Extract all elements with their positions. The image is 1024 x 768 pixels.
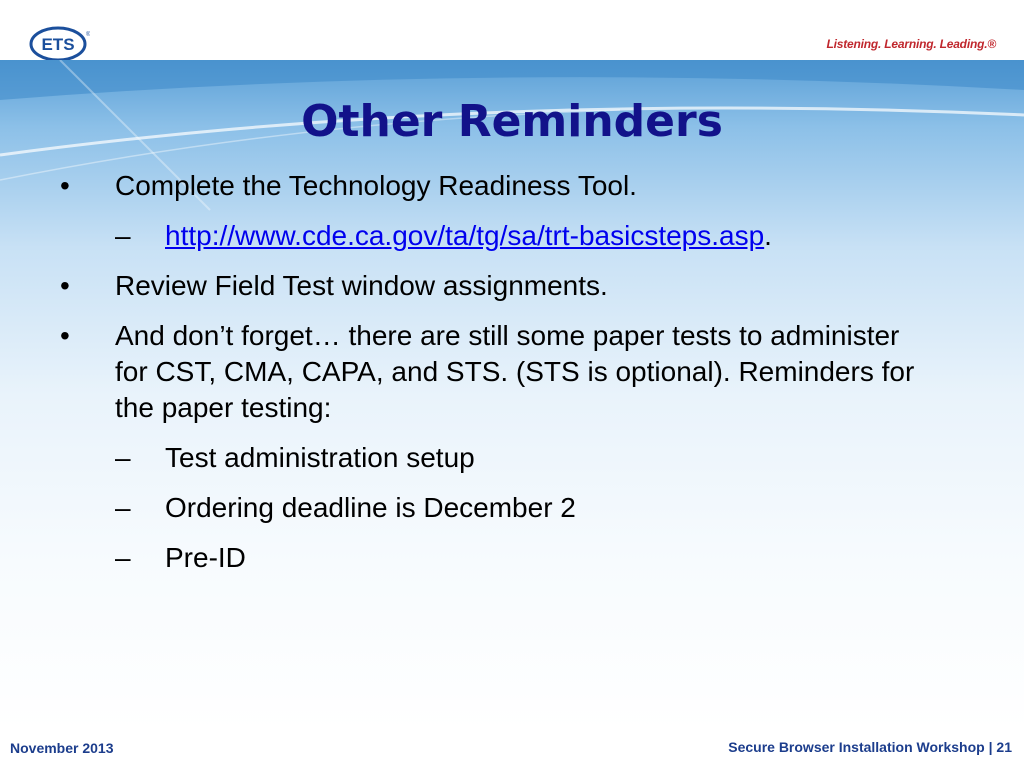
ets-logo xyxy=(28,24,90,64)
bullet-item xyxy=(58,318,938,426)
bullet-item xyxy=(58,268,938,304)
dash-marker: – xyxy=(115,220,131,251)
bullet-marker: • xyxy=(60,170,70,201)
sub-bullet-item xyxy=(58,218,938,254)
bullet-text: Complete the Technology Readiness Tool. xyxy=(115,170,637,201)
tagline: Listening. Learning. Leading.® xyxy=(826,37,996,51)
bullet-item xyxy=(58,168,938,204)
dash-marker: – xyxy=(115,542,131,573)
footer-separator: | xyxy=(988,739,993,755)
footer xyxy=(0,730,1024,768)
bullet-text: And don’t forget… there are still some paper tests to administer for CST, CMA, CAPA, and STS. (STS is optional). Reminders for the paper testing: xyxy=(115,320,915,423)
trt-link[interactable]: http://www.cde.ca.gov/ta/tg/sa/trt-basicsteps.asp xyxy=(165,220,765,251)
footer-date: November 2013 xyxy=(10,740,114,756)
sub-bullet-item xyxy=(58,490,938,526)
footer-workshop xyxy=(728,739,1012,755)
dash-marker: – xyxy=(115,442,131,473)
sub-bullet-item xyxy=(58,540,938,576)
sub-bullet-item xyxy=(58,440,938,476)
svg-text:®: ® xyxy=(86,32,90,38)
bullet-marker: • xyxy=(60,320,70,351)
sub-bullet-text: Ordering deadline is December 2 xyxy=(165,492,576,523)
logo-text: ETS xyxy=(41,35,75,54)
page-number: 21 xyxy=(996,739,1012,755)
sub-bullet-text: Test administration setup xyxy=(165,442,475,473)
link-suffix: . xyxy=(764,220,772,251)
bullet-text: Review Field Test window assignments. xyxy=(115,270,608,301)
bullet-list xyxy=(58,168,938,590)
bullet-marker: • xyxy=(60,270,70,301)
dash-marker: – xyxy=(115,492,131,523)
slide-title: Other Reminders xyxy=(301,96,723,147)
sub-bullet-text: Pre-ID xyxy=(165,542,246,573)
workshop-title: Secure Browser Installation Workshop xyxy=(728,739,985,755)
